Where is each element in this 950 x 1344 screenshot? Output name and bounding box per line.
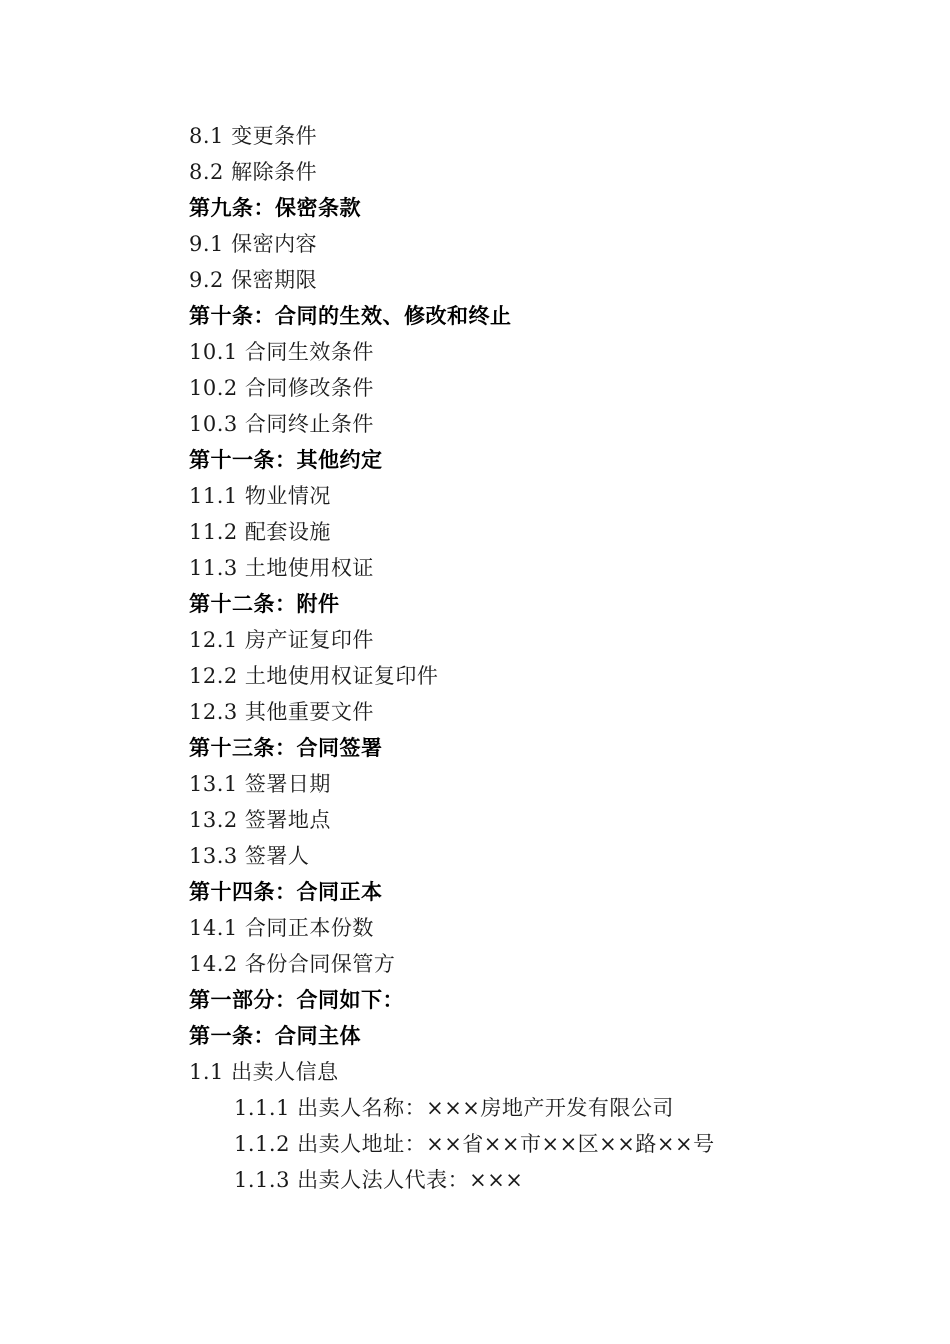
clause-item: 9.2 保密期限 (189, 268, 318, 292)
clause-item: 14.2 各份合同保管方 (189, 952, 396, 976)
clause-item: 9.1 保密内容 (189, 232, 318, 256)
article-heading: 第九条：保密条款 (189, 196, 361, 220)
article-heading: 第一条：合同主体 (189, 1024, 361, 1048)
clause-item: 13.3 签署人 (189, 844, 310, 868)
article-heading: 第十四条：合同正本 (189, 880, 383, 904)
sub-clause-item: 1.1.2 出卖人地址：××省××市××区××路××号 (234, 1132, 715, 1156)
clause-item: 11.1 物业情况 (189, 484, 331, 508)
clause-item: 13.2 签署地点 (189, 808, 331, 832)
article-heading: 第十三条：合同签署 (189, 736, 383, 760)
clause-item: 10.1 合同生效条件 (189, 340, 374, 364)
document-page (189, 118, 889, 1198)
clause-item: 8.2 解除条件 (189, 160, 318, 184)
clause-item: 8.1 变更条件 (189, 124, 318, 148)
sub-clause-item: 1.1.3 出卖人法人代表：××× (234, 1168, 524, 1192)
clause-item: 10.3 合同终止条件 (189, 412, 374, 436)
clause-item: 1.1 出卖人信息 (189, 1060, 339, 1084)
sub-clause-item: 1.1.1 出卖人名称：×××房地产开发有限公司 (234, 1096, 674, 1120)
clause-item: 10.2 合同修改条件 (189, 376, 374, 400)
part-heading: 第一部分：合同如下： (189, 988, 404, 1012)
article-heading: 第十二条：附件 (189, 592, 340, 616)
clause-item: 12.1 房产证复印件 (189, 628, 374, 652)
clause-item: 11.2 配套设施 (189, 520, 331, 544)
clause-item: 11.3 土地使用权证 (189, 556, 374, 580)
clause-item: 12.2 土地使用权证复印件 (189, 664, 439, 688)
article-heading: 第十一条：其他约定 (189, 448, 383, 472)
clause-item: 13.1 签署日期 (189, 772, 331, 796)
clause-item: 14.1 合同正本份数 (189, 916, 374, 940)
clause-item: 12.3 其他重要文件 (189, 700, 374, 724)
article-heading: 第十条：合同的生效、修改和终止 (189, 304, 512, 328)
